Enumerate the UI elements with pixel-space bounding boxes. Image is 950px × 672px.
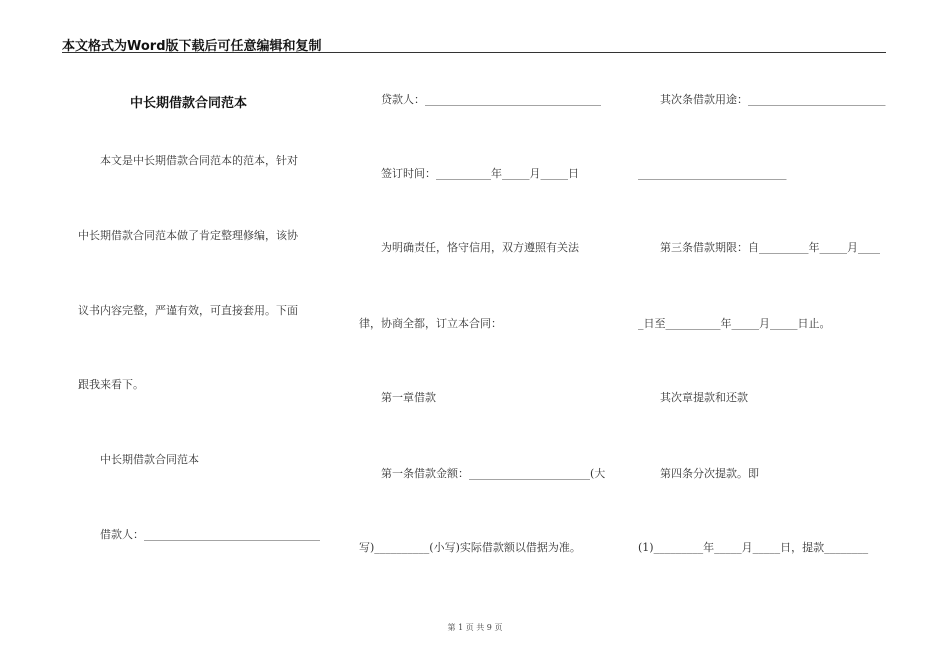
body-line: _日至__________年_____月_____日止。 [638, 317, 831, 330]
body-line: 其次条借款用途：_________________________ [638, 93, 886, 106]
body-line: ___________________________ [638, 167, 787, 180]
body-line: 第三条借款期限：自_________年_____月____ [638, 241, 880, 254]
body-line: (1)_________年_____月_____日，提款________ [638, 541, 869, 554]
body-line: 跟我来看下。 [78, 378, 144, 391]
body-line: 第四条分次提款。即 [638, 467, 759, 480]
page-header [62, 34, 886, 53]
body-line: 贷款人：________________________________ [359, 93, 601, 106]
body-line: 本文是中长期借款合同范本的范本，针对 [78, 154, 298, 167]
page-footer: 第 1 页 共 9 页 [447, 623, 503, 632]
body-line: 签订时间：__________年_____月_____日 [359, 167, 579, 180]
body-line: 其次章提款和还款 [638, 391, 748, 404]
body-line: 为明确责任，恪守信用，双方遵照有关法 [359, 241, 579, 254]
body-line: 第一章借款 [359, 391, 436, 404]
body-line: 律，协商全都，订立本合同： [359, 317, 502, 330]
body-line: 借款人：________________________________ [78, 528, 320, 541]
body-line: 写)__________(小写)实际借款额以借据为准。 [359, 541, 581, 554]
body-line: 中长期借款合同范本做了肯定整理修编，该协 [78, 229, 298, 242]
body-line: 议书内容完整，严谨有效，可直接套用。下面 [78, 304, 298, 317]
header-text: 本文格式为Word版下载后可任意编辑和复制 [62, 39, 322, 54]
body-line: 中长期借款合同范本 [78, 453, 199, 466]
body-line: 第一条借款金额：______________________(大 [359, 467, 606, 480]
document-title: 中长期借款合同范本 [130, 96, 248, 111]
